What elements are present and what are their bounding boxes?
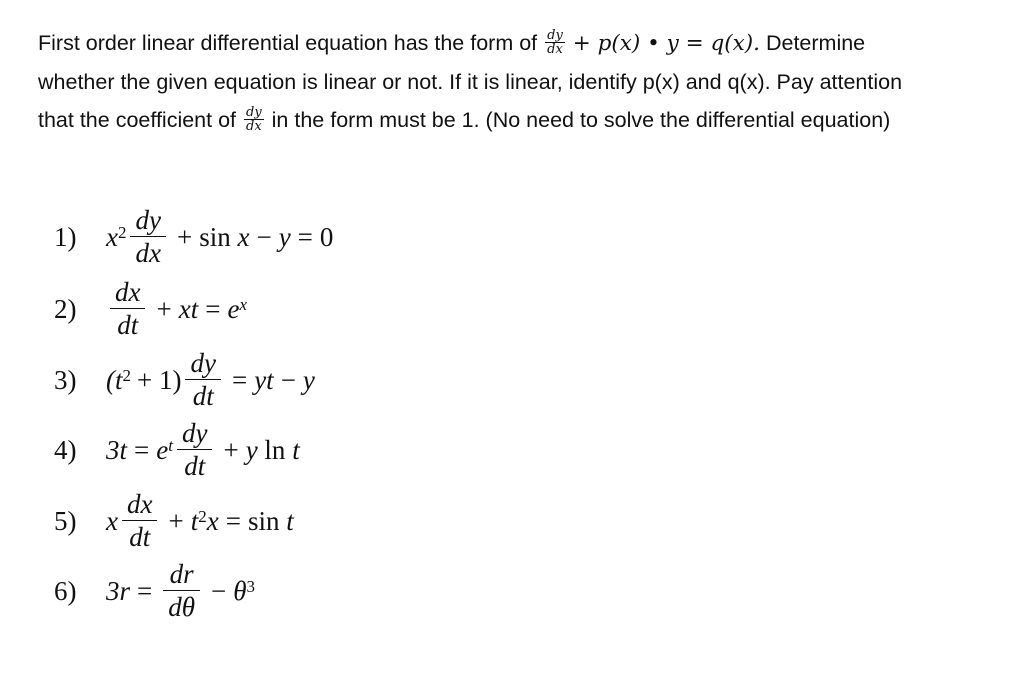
equation-number: 4) xyxy=(54,434,77,465)
eq-operator: − xyxy=(256,221,272,252)
eq-term: y xyxy=(245,434,258,465)
equation-3 xyxy=(54,350,315,410)
eq-fraction xyxy=(130,207,165,267)
eq-fraction xyxy=(185,350,220,410)
eq-term: t xyxy=(190,505,199,536)
eq-exponent: 3 xyxy=(246,577,256,596)
problem-statement xyxy=(38,24,1008,139)
eq-function: sin xyxy=(247,505,280,536)
eq-term: t xyxy=(286,505,294,536)
equation-1 xyxy=(54,207,333,267)
frac-den: dθ xyxy=(168,592,196,622)
intro-linear-form: + p(x) • y = q(x). xyxy=(572,31,760,56)
eq-term: t xyxy=(292,434,300,465)
intro-dydx-fraction xyxy=(545,29,565,56)
intro-text-1a: First order linear differential equation has the form of xyxy=(38,31,538,55)
frac-num: dy xyxy=(246,104,262,120)
eq-term: x xyxy=(237,221,250,252)
equation-number: 5) xyxy=(54,505,77,536)
frac-num: dr xyxy=(163,561,200,591)
eq-operator: = xyxy=(231,364,248,395)
eq-function: ln xyxy=(264,434,286,465)
eq-operator: + xyxy=(223,434,239,465)
eq-operator: − xyxy=(280,364,296,395)
frac-den: dx xyxy=(135,238,161,268)
eq-term: y xyxy=(278,221,291,252)
intro-line-1 xyxy=(38,24,1008,63)
eq-function: sin xyxy=(199,221,231,252)
frac-num: dx xyxy=(110,279,145,309)
frac-den: dt xyxy=(117,310,139,340)
equation-4 xyxy=(54,420,300,480)
eq-operator: = xyxy=(225,505,241,536)
eq-exponent: 2 xyxy=(122,366,131,385)
equation-number: 3) xyxy=(54,364,77,395)
frac-num: dx xyxy=(122,491,157,521)
intro-text-3a: that the coefficient of xyxy=(38,108,237,132)
intro-line-3 xyxy=(38,101,1008,139)
eq-term: 0 xyxy=(319,221,334,252)
frac-den: dx xyxy=(246,118,262,134)
eq-fraction xyxy=(163,561,200,621)
eq-exponent: 2 xyxy=(117,223,127,242)
equation-number: 2) xyxy=(54,293,77,324)
eq-term: + 1) xyxy=(137,364,182,395)
frac-num: dy xyxy=(185,350,220,380)
eq-term: x xyxy=(106,221,118,252)
eq-term: x xyxy=(106,505,118,536)
equation-5 xyxy=(54,491,294,551)
intro-text-3b: in the form must be 1. (No need to solve the differential equation) xyxy=(271,108,891,132)
eq-exponent: t xyxy=(168,436,173,455)
eq-operator: + xyxy=(176,221,193,252)
eq-term: yt xyxy=(254,364,274,395)
frac-den: dt xyxy=(184,451,206,481)
equation-number: 6) xyxy=(54,575,77,606)
equation-number: 1) xyxy=(54,221,77,252)
eq-term: y xyxy=(302,364,315,395)
eq-term: (t xyxy=(106,364,123,395)
eq-operator: = xyxy=(205,293,221,324)
eq-term: xt xyxy=(178,293,199,324)
intro-dydx-fraction-2 xyxy=(244,106,264,133)
frac-den: dt xyxy=(192,381,214,411)
frac-den: dt xyxy=(129,522,151,552)
eq-exponent: 2 xyxy=(198,507,207,526)
eq-operator: + xyxy=(156,293,172,324)
eq-operator: = xyxy=(137,575,153,606)
eq-term: e xyxy=(156,434,169,465)
eq-exponent: x xyxy=(239,295,247,314)
equation-6 xyxy=(54,561,255,621)
eq-operator: + xyxy=(168,505,184,536)
frac-num: dy xyxy=(547,27,563,43)
frac-num: dy xyxy=(177,420,212,450)
equation-2 xyxy=(54,279,247,339)
eq-term: θ xyxy=(233,575,247,606)
eq-fraction xyxy=(177,420,212,480)
eq-operator: = xyxy=(297,221,313,252)
frac-den: dx xyxy=(547,41,563,57)
eq-term: e xyxy=(227,293,240,324)
eq-term: 3r xyxy=(106,575,131,606)
eq-term: x xyxy=(206,505,219,536)
eq-operator: − xyxy=(211,575,227,606)
eq-operator: = xyxy=(134,434,150,465)
eq-term: 3t xyxy=(106,434,128,465)
intro-text-1c: Determine xyxy=(765,31,866,55)
frac-num: dy xyxy=(130,207,165,237)
eq-fraction xyxy=(122,491,157,551)
eq-fraction xyxy=(110,279,145,339)
intro-line-2: whether the given equation is linear or not. If it is linear, identify p(x) and q(x). Pay attention xyxy=(38,70,903,94)
